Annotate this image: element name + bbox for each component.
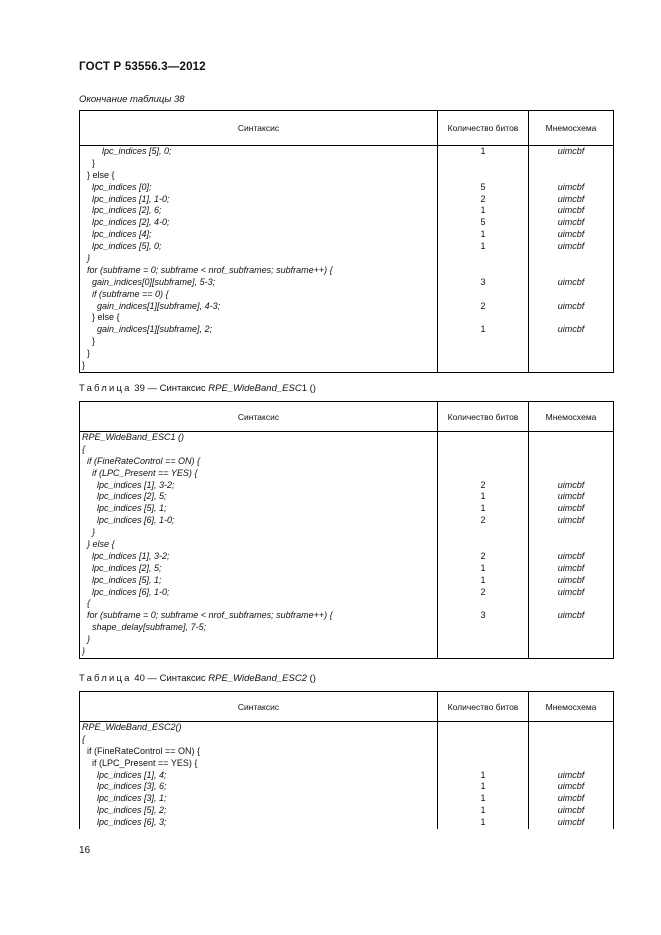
column-header-mnemonic: Мнемосхема: [529, 692, 614, 722]
mnemonic: uimcbf: [557, 205, 585, 216]
bit-count: 2: [480, 479, 486, 490]
mnemonic: uimcbf: [557, 515, 585, 526]
mnemonic-column: [529, 432, 614, 659]
code-line: }: [82, 646, 86, 657]
mnemonic: [529, 746, 613, 758]
table-39-caption: [79, 383, 316, 394]
bit-count: 1: [480, 805, 486, 816]
bit-count: [438, 289, 528, 301]
bit-count: 1: [480, 146, 486, 156]
bit-count: [438, 360, 528, 372]
code-line: }: [82, 348, 91, 359]
mnemonic: uimcbf: [557, 181, 585, 192]
mnemonic: uimcbf: [557, 574, 585, 585]
bit-count: [438, 734, 528, 746]
code-line: shape_delay[subframe], 7-5;: [82, 622, 207, 633]
mnemonic: uimcbf: [557, 586, 585, 597]
mnemonic: uimcbf: [557, 217, 585, 228]
caption-name: RPE_WideBand_ESC2: [208, 673, 307, 684]
bit-count: 1: [480, 562, 486, 573]
code-line: lpc_indices [6], 1-0;: [82, 515, 175, 526]
mnemonic: uimcbf: [557, 491, 585, 502]
code-line: {: [82, 443, 86, 454]
syntax-column: [80, 146, 438, 373]
caption-name: RPE_WideBand_ESC: [208, 383, 302, 394]
code-line: lpc_indices [5], 0;: [82, 241, 162, 252]
mnemonic: uimcbf: [557, 562, 585, 573]
code-line: if (FineRateControl == ON) {: [82, 745, 201, 756]
code-line: lpc_indices [1], 3-2;: [82, 550, 170, 561]
caption-prefix: Таблица: [79, 673, 132, 684]
syntax-table-38: [79, 110, 614, 373]
bit-count: 1: [480, 793, 486, 804]
code-line: RPE_WideBand_ESC1 (): [82, 432, 184, 442]
bit-count: 1: [480, 229, 486, 240]
code-line: lpc_indices [2], 5;: [82, 562, 162, 573]
code-line: lpc_indices [2], 5;: [82, 491, 167, 502]
code-line: }: [82, 527, 96, 538]
bit-count: 5: [480, 181, 486, 192]
bit-count: [438, 312, 528, 324]
bit-count: [438, 170, 528, 182]
code-line: if (LPC_Present == YES) {: [82, 467, 198, 478]
code-line: {: [82, 733, 86, 744]
code-line: lpc_indices [1], 4;: [82, 769, 167, 780]
mnemonic: uimcbf: [557, 276, 585, 287]
bit-count: [438, 336, 528, 348]
bit-count: 2: [480, 300, 486, 311]
syntax-table-40: [79, 691, 614, 829]
bit-count: [438, 634, 528, 646]
mnemonic: [529, 158, 613, 170]
mnemonic: [529, 312, 613, 324]
mnemonic: [529, 265, 613, 277]
bit-count: 2: [480, 193, 486, 204]
bit-count: 1: [480, 769, 486, 780]
mnemonic: uimcbf: [557, 550, 585, 561]
table-body-row: [80, 722, 614, 830]
bit-count: [438, 722, 528, 734]
code-line: for (subframe = 0; subframe < nrof_subframes; subframe++) {: [82, 610, 333, 621]
code-line: }: [82, 634, 91, 645]
mnemonic: uimcbf: [557, 300, 585, 311]
bit-count: 1: [480, 781, 486, 792]
column-header-syntax: Синтаксис: [80, 111, 438, 146]
mnemonic: [529, 758, 613, 770]
code-line: }: [82, 157, 96, 168]
mnemonic: uimcbf: [557, 769, 585, 780]
mnemonic-column: [529, 722, 614, 830]
page-number: 16: [79, 845, 91, 856]
bit-count: [438, 432, 528, 444]
bit-count: 5: [480, 217, 486, 228]
code-line: for (subframe = 0; subframe < nrof_subframes; subframe++) {: [82, 264, 333, 275]
mnemonic: [529, 432, 613, 444]
code-line: lpc_indices [2], 6;: [82, 205, 162, 216]
code-line: RPE_WideBand_ESC2(): [82, 722, 182, 732]
code-line: lpc_indices [0];: [82, 181, 152, 192]
bit-count: [438, 348, 528, 360]
code-line: lpc_indices [3], 1;: [82, 793, 167, 804]
bit-count: [438, 539, 528, 551]
code-line: lpc_indices [5], 0;: [82, 146, 172, 156]
table-40-caption: [79, 673, 316, 684]
code-line: lpc_indices [1], 1-0;: [82, 193, 170, 204]
bit-count: [438, 758, 528, 770]
mnemonic: [529, 360, 613, 372]
mnemonic: [529, 348, 613, 360]
table-38-caption: Окончание таблицы 38: [79, 94, 185, 105]
caption-rest: 40 — Синтаксис: [131, 673, 209, 684]
code-line: if (LPC_Present == YES) {: [82, 757, 198, 768]
mnemonic: uimcbf: [557, 610, 585, 621]
mnemonic: [529, 253, 613, 265]
bits-column: [438, 432, 529, 659]
column-header-bits: Количество битов: [438, 692, 529, 722]
mnemonic: uimcbf: [557, 817, 585, 828]
syntax-column: [80, 432, 438, 659]
mnemonic: uimcbf: [557, 324, 585, 335]
code-line: lpc_indices [3], 6;: [82, 781, 167, 792]
column-header-mnemonic: Мнемосхема: [529, 402, 614, 432]
mnemonic: [529, 444, 613, 456]
bit-count: [438, 468, 528, 480]
mnemonic: [529, 622, 613, 634]
caption-suffix: 1 (): [301, 383, 316, 394]
code-line: }: [82, 336, 96, 347]
column-header-syntax: Синтаксис: [80, 692, 438, 722]
code-line: lpc_indices [5], 2;: [82, 805, 167, 816]
bit-count: 1: [480, 241, 486, 252]
code-line: lpc_indices [5], 1;: [82, 574, 162, 585]
code-line: }: [82, 360, 86, 371]
mnemonic: [529, 598, 613, 610]
code-line: lpc_indices [5], 1;: [82, 503, 167, 514]
mnemonic: [529, 646, 613, 658]
bit-count: [438, 253, 528, 265]
mnemonic: uimcbf: [557, 503, 585, 514]
code-line: lpc_indices [1], 3-2;: [82, 479, 175, 490]
column-header-bits: Количество битов: [438, 111, 529, 146]
bit-count: [438, 646, 528, 658]
mnemonic: [529, 634, 613, 646]
bit-count: 2: [480, 515, 486, 526]
caption-rest: 39 — Синтаксис: [131, 383, 209, 394]
code-line: lpc_indices [2], 4-0;: [82, 217, 170, 228]
bit-count: 1: [480, 817, 486, 828]
mnemonic: [529, 527, 613, 539]
code-line: gain_indices[1][subframe], 2;: [82, 324, 213, 335]
mnemonic: [529, 734, 613, 746]
mnemonic: uimcbf: [557, 805, 585, 816]
code-line: lpc_indices [4];: [82, 229, 152, 240]
column-header-syntax: Синтаксис: [80, 402, 438, 432]
code-line: {: [82, 598, 91, 609]
code-line: gain_indices[0][subframe], 5-3;: [82, 276, 216, 287]
mnemonic: [529, 456, 613, 468]
bit-count: 3: [480, 610, 486, 621]
caption-suffix: (): [306, 673, 316, 684]
mnemonic: uimcbf: [557, 193, 585, 204]
table-body-row: [80, 146, 614, 373]
bit-count: 1: [480, 574, 486, 585]
code-line: if (FineRateControl == ON) {: [82, 455, 201, 466]
syntax-column: [80, 722, 438, 830]
bit-count: 1: [480, 491, 486, 502]
mnemonic: uimcbf: [557, 241, 585, 252]
document-title: ГОСТ Р 53556.3—2012: [79, 61, 206, 73]
bit-count: [438, 598, 528, 610]
bit-count: 3: [480, 276, 486, 287]
mnemonic: [529, 289, 613, 301]
bit-count: 1: [480, 503, 486, 514]
syntax-table-39: [79, 401, 614, 659]
bits-column: [438, 722, 529, 830]
code-line: if (subframe == 0) {: [82, 288, 169, 299]
code-line: gain_indices[1][subframe], 4-3;: [82, 300, 221, 311]
column-header-mnemonic: Мнемосхема: [529, 111, 614, 146]
bit-count: [438, 158, 528, 170]
mnemonic-column: [529, 146, 614, 373]
column-header-bits: Количество битов: [438, 402, 529, 432]
mnemonic: uimcbf: [557, 479, 585, 490]
bit-count: [438, 746, 528, 758]
mnemonic: [529, 170, 613, 182]
code-line: lpc_indices [6], 1-0;: [82, 586, 170, 597]
mnemonic: uimcbf: [557, 229, 585, 240]
bit-count: 2: [480, 550, 486, 561]
bit-count: [438, 622, 528, 634]
mnemonic: [529, 722, 613, 734]
mnemonic: uimcbf: [557, 146, 585, 156]
bit-count: 1: [480, 324, 486, 335]
mnemonic: [529, 468, 613, 480]
code-line: } else {: [82, 169, 115, 180]
table-body-row: [80, 432, 614, 659]
mnemonic: [529, 539, 613, 551]
code-line: }: [82, 253, 91, 264]
mnemonic: uimcbf: [557, 781, 585, 792]
bit-count: [438, 444, 528, 456]
bit-count: 1: [480, 205, 486, 216]
mnemonic: [529, 336, 613, 348]
bit-count: [438, 527, 528, 539]
caption-prefix: Таблица: [79, 383, 132, 394]
mnemonic: uimcbf: [557, 793, 585, 804]
bit-count: [438, 265, 528, 277]
bit-count: 2: [480, 586, 486, 597]
code-line: } else {: [82, 539, 115, 550]
bit-count: [438, 456, 528, 468]
code-line: } else {: [82, 312, 120, 323]
code-line: lpc_indices [6], 3;: [82, 817, 167, 828]
bits-column: [438, 146, 529, 373]
